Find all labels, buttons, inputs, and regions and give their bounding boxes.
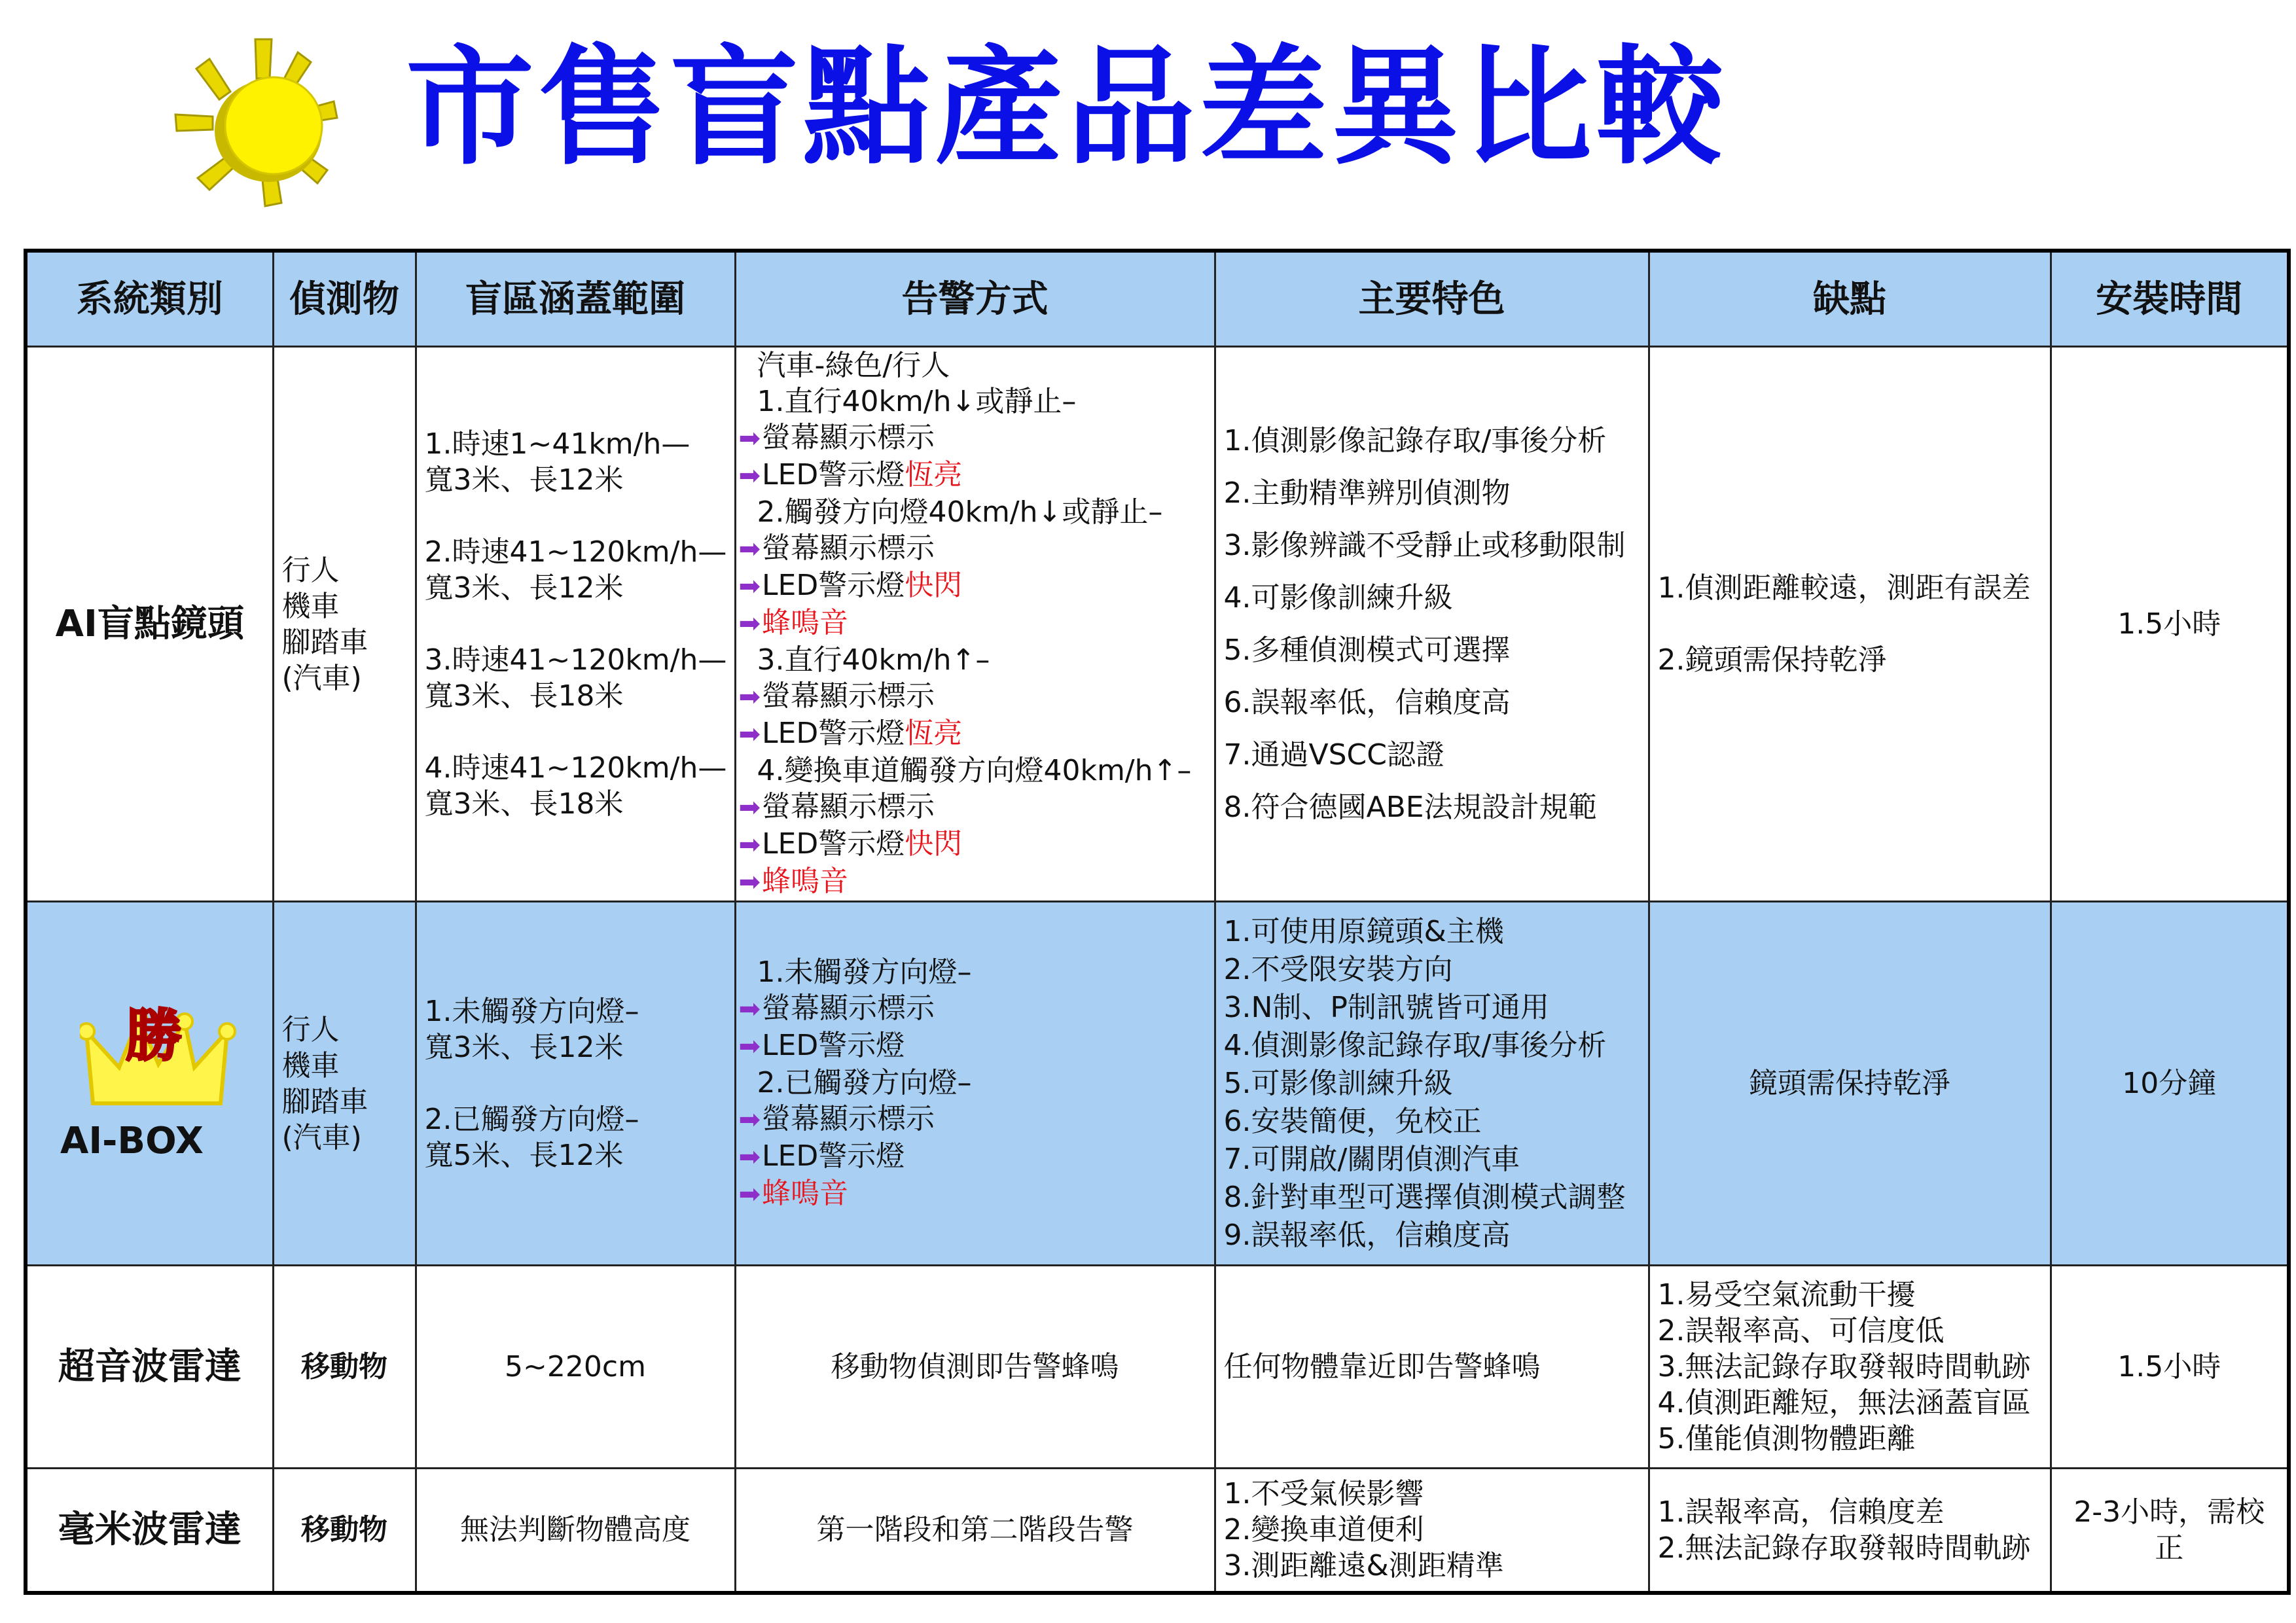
object-item: 行人 xyxy=(281,553,340,587)
cons-item: 4.偵測距離短，無法涵蓋盲區 xyxy=(1657,1386,2031,1419)
alert-buzzer: 蜂鳴音 xyxy=(762,865,849,898)
winner-badge: 勝 xyxy=(126,1003,182,1069)
cons-item: 1.誤報率高，信賴度差 xyxy=(1657,1495,1945,1529)
right-arrow-icon: ➡ xyxy=(738,461,761,491)
feature-item: 8.針對車型可選擇偵測模式調整 xyxy=(1223,1180,1626,1214)
right-arrow-icon: ➡ xyxy=(738,867,761,897)
coverage-line: 寬3米、長12米 xyxy=(424,463,624,497)
object-item: 腳踏車 xyxy=(281,1084,368,1118)
table-row xyxy=(26,1266,2289,1469)
coverage-cell: 無法判斷物體高度 xyxy=(416,1469,735,1593)
alert-cell xyxy=(735,347,1215,902)
table-row xyxy=(26,347,2289,902)
install-cell: 2-3小時，需校正 xyxy=(2051,1469,2289,1593)
coverage-line: 4.時速41~120km/h— xyxy=(424,751,727,785)
cons-item: 2.無法記錄存取發報時間軌跡 xyxy=(1657,1531,2031,1565)
coverage-line: 1.未觸發方向燈– xyxy=(424,995,639,1028)
category-cell: AI盲點鏡頭 xyxy=(26,347,273,902)
category-cell: 毫米波雷達 xyxy=(26,1469,273,1593)
install-cell: 1.5小時 xyxy=(2051,1266,2289,1469)
alert-led: LED警示燈 xyxy=(762,827,905,861)
feature-item: 7.通過VSCC認證 xyxy=(1223,738,1444,772)
right-arrow-icon: ➡ xyxy=(738,830,761,860)
alert-led-mode: 恆亮 xyxy=(905,717,963,750)
alert-case: 3.直行40km/h↑– xyxy=(757,643,990,677)
feature-item: 2.主動精準辨別偵測物 xyxy=(1223,476,1511,510)
object-item: 行人 xyxy=(281,1012,340,1046)
alert-led-mode: 快閃 xyxy=(905,569,963,602)
feature-item: 4.偵測影像記錄存取/事後分析 xyxy=(1223,1028,1607,1062)
feature-item: 8.符合德國ABE法規設計規範 xyxy=(1223,790,1597,824)
alert-buzzer: 蜂鳴音 xyxy=(762,606,849,639)
coverage-cell xyxy=(416,347,735,902)
coverage-line: 寬3米、長18米 xyxy=(424,679,624,713)
feature-item: 3.N制、P制訊號皆可通用 xyxy=(1223,990,1549,1024)
table-row xyxy=(26,1469,2289,1593)
cons-item: 1.易受空氣流動干擾 xyxy=(1657,1278,1916,1311)
feature-item: 3.影像辨識不受靜止或移動限制 xyxy=(1223,528,1626,562)
right-arrow-icon: ➡ xyxy=(738,1031,761,1061)
alert-cell xyxy=(735,902,1215,1266)
alert-intro: 汽車-綠色/行人 xyxy=(757,349,950,382)
feature-item: 6.誤報率低，信賴度高 xyxy=(1223,685,1511,719)
features-cell: 任何物體靠近即告警蜂鳴 xyxy=(1215,1266,1649,1469)
feature-item: 4.可影像訓練升級 xyxy=(1223,580,1453,615)
features-cell xyxy=(1215,347,1649,902)
coverage-line: 寬3米、長12米 xyxy=(424,571,624,605)
right-arrow-icon: ➡ xyxy=(738,682,761,712)
right-arrow-icon: ➡ xyxy=(738,534,761,564)
alert-case: 2.已觸發方向燈– xyxy=(757,1066,972,1099)
object-item: (汽車) xyxy=(281,1120,362,1154)
object-item: 機車 xyxy=(281,1048,340,1082)
coverage-cell: 5~220cm xyxy=(416,1266,735,1469)
cons-cell: 鏡頭需保持乾淨 xyxy=(1649,902,2051,1266)
alert-led-mode: 快閃 xyxy=(905,827,963,861)
alert-led: LED警示燈 xyxy=(762,1029,905,1062)
feature-item: 9.誤報率低，信賴度高 xyxy=(1223,1218,1511,1252)
right-arrow-icon: ➡ xyxy=(738,1142,761,1172)
alert-led: LED警示燈 xyxy=(762,717,905,750)
install-cell: 10分鐘 xyxy=(2051,902,2289,1266)
objects-cell xyxy=(273,347,416,902)
right-arrow-icon: ➡ xyxy=(738,719,761,749)
comparison-table xyxy=(24,249,2291,1595)
page-title: 市售盲點產品差異比較 xyxy=(406,33,1729,183)
alert-led: LED警示燈 xyxy=(762,1139,905,1173)
object-item: 腳踏車 xyxy=(281,625,368,659)
features-cell xyxy=(1215,902,1649,1266)
coverage-line: 2.時速41~120km/h— xyxy=(424,535,727,569)
cons-cell xyxy=(1649,1469,2051,1593)
coverage-line: 寬5米、長12米 xyxy=(424,1139,624,1172)
alert-cell: 第一階段和第二階段告警 xyxy=(735,1469,1215,1593)
header-features: 主要特色 xyxy=(1215,251,1649,347)
alert-buzzer: 蜂鳴音 xyxy=(762,1177,849,1210)
right-arrow-icon: ➡ xyxy=(738,793,761,823)
alert-case: 2.觸發方向燈40km/h↓或靜止– xyxy=(757,495,1163,529)
feature-item: 7.可開啟/關閉偵測汽車 xyxy=(1223,1142,1520,1176)
alert-led-mode: 恆亮 xyxy=(905,458,963,491)
alert-screen: 螢幕顯示標示 xyxy=(762,421,935,454)
alert-screen: 螢幕顯示標示 xyxy=(762,790,935,823)
header-objects: 偵測物 xyxy=(273,251,416,347)
object-item: 機車 xyxy=(281,589,340,623)
alert-case: 1.直行40km/h↓或靜止– xyxy=(757,385,1077,418)
right-arrow-icon: ➡ xyxy=(738,423,761,454)
alert-screen: 螢幕顯示標示 xyxy=(762,1102,935,1135)
cons-item: 2.鏡頭需保持乾淨 xyxy=(1657,643,1887,677)
feature-item: 6.安裝簡便，免校正 xyxy=(1223,1104,1482,1138)
header-coverage: 盲區涵蓋範圍 xyxy=(416,251,735,347)
alert-cell: 移動物偵測即告警蜂鳴 xyxy=(735,1266,1215,1469)
alert-screen: 螢幕顯示標示 xyxy=(762,679,935,713)
category-cell xyxy=(26,902,273,1266)
feature-item: 1.不受氣候影響 xyxy=(1223,1477,1424,1511)
install-cell: 1.5小時 xyxy=(2051,347,2289,902)
cons-cell xyxy=(1649,347,2051,902)
alert-screen: 螢幕顯示標示 xyxy=(762,991,935,1025)
feature-item: 5.多種偵測模式可選擇 xyxy=(1223,633,1511,667)
right-arrow-icon: ➡ xyxy=(738,571,761,601)
feature-item: 5.可影像訓練升級 xyxy=(1223,1066,1453,1100)
cons-item: 3.無法記錄存取發報時間軌跡 xyxy=(1657,1350,2031,1383)
features-cell xyxy=(1215,1469,1649,1593)
right-arrow-icon: ➡ xyxy=(738,994,761,1024)
objects-cell: 移動物 xyxy=(273,1469,416,1593)
cons-cell xyxy=(1649,1266,2051,1469)
cons-item: 1.偵測距離較遠，測距有誤差 xyxy=(1657,571,2031,605)
objects-cell xyxy=(273,902,416,1266)
alert-led: LED警示燈 xyxy=(762,569,905,602)
alert-case: 1.未觸發方向燈– xyxy=(757,955,972,989)
coverage-cell xyxy=(416,902,735,1266)
table-header-row xyxy=(26,251,2289,347)
coverage-line: 寬3米、長18米 xyxy=(424,787,624,821)
alert-led: LED警示燈 xyxy=(762,458,905,491)
coverage-line: 1.時速1~41km/h— xyxy=(424,427,691,461)
alert-case: 4.變換車道觸發方向燈40km/h↑– xyxy=(757,754,1192,787)
feature-item: 2.不受限安裝方向 xyxy=(1223,952,1453,986)
right-arrow-icon: ➡ xyxy=(738,1105,761,1135)
objects-cell: 移動物 xyxy=(273,1266,416,1469)
alert-screen: 螢幕顯示標示 xyxy=(762,531,935,565)
category-label: AI-BOX xyxy=(60,1119,204,1162)
feature-item: 1.可使用原鏡頭&主機 xyxy=(1223,914,1504,948)
object-item: (汽車) xyxy=(281,661,362,695)
cons-item: 5.僅能偵測物體距離 xyxy=(1657,1422,1916,1455)
feature-item: 1.偵測影像記錄存取/事後分析 xyxy=(1223,423,1607,457)
right-arrow-icon: ➡ xyxy=(738,1179,761,1209)
coverage-line: 2.已觸發方向燈– xyxy=(424,1103,639,1136)
header-alert: 告警方式 xyxy=(735,251,1215,347)
coverage-line: 寬3米、長12米 xyxy=(424,1031,624,1064)
cons-item: 2.誤報率高、可信度低 xyxy=(1657,1314,1945,1347)
right-arrow-icon: ➡ xyxy=(738,609,761,639)
feature-item: 2.變換車道便利 xyxy=(1223,1513,1424,1547)
header-cons: 缺點 xyxy=(1649,251,2051,347)
feature-item: 3.測距離遠&測距精準 xyxy=(1223,1549,1504,1583)
category-cell: 超音波雷達 xyxy=(26,1266,273,1469)
sun-icon xyxy=(157,26,393,236)
coverage-line: 3.時速41~120km/h— xyxy=(424,643,727,677)
table-row xyxy=(26,902,2289,1266)
header-install: 安裝時間 xyxy=(2051,251,2289,347)
header-category: 系統類別 xyxy=(26,251,273,347)
